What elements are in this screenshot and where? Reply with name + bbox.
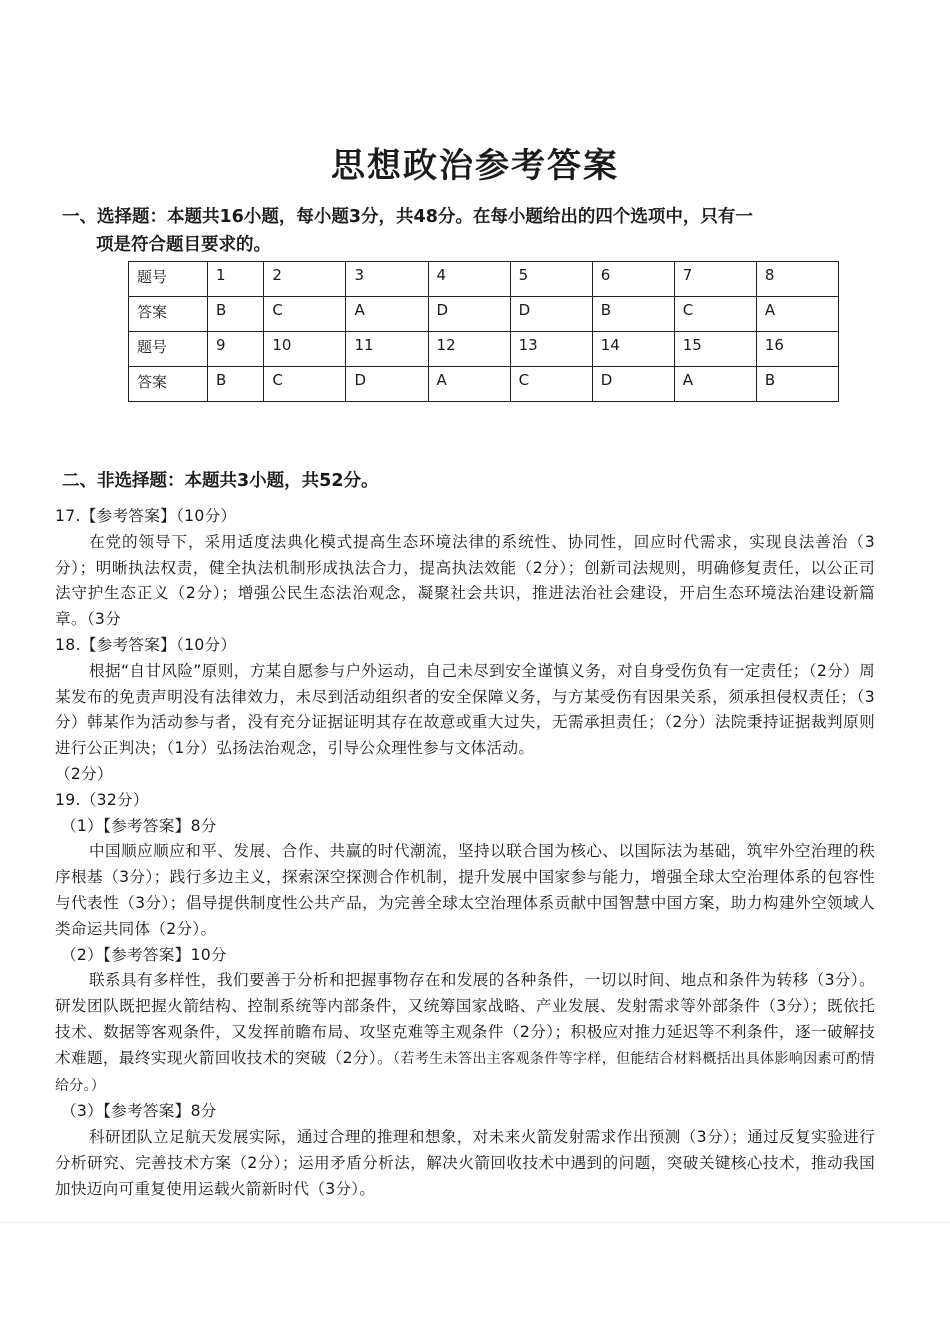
answer-table-row bbox=[129, 262, 839, 297]
answer-table-cell: 1 bbox=[208, 262, 264, 297]
page-divider bbox=[0, 1222, 950, 1223]
answer-table-cell: 13 bbox=[510, 332, 592, 367]
answer-table-cell: 15 bbox=[674, 332, 756, 367]
section-1-line-1: 一、选择题：本题共16小题，每小题3分，共48分。在每小题给出的四个选项中，只有一 bbox=[62, 207, 753, 227]
section-2-heading: 二、非选择题：本题共3小题，共52分。 bbox=[62, 471, 379, 491]
page-title: 思想政治参考答案 bbox=[331, 146, 619, 186]
answer-table-row-label: 答案 bbox=[129, 367, 208, 402]
q18-answer: 根据“自甘风险”原则，方某自愿参与户外运动，自己未尽到安全谨慎义务，对自身受伤负有一定责任；（2分）周某发布的免责声明没有法律效力，未尽到活动组织者的安全保障义务，与方某受伤有因果关系，须承担侵权责任；（3分）韩某作为活动参与者，没有充分证据证明其存在故意或重大过失，无需承担责任；（2分）法院秉持证据裁判原则进行公正判决；（1分）弘扬法治观念，引导公众理性参与文体活动。 bbox=[55, 661, 875, 758]
q19-part2-answer bbox=[55, 968, 875, 1099]
answer-table-row-label: 题号 bbox=[129, 262, 208, 297]
q19-part3-answer: 科研团队立足航天发展实际，通过合理的推理和想象，对未来火箭发射需求作出预测（3分）；通过反复实验进行分析研究、完善技术方案（2分）；运用矛盾分析法，解决火箭回收技术中遇到的问题，突破关键核心技术，推动我国加快迈向可重复使用运载火箭新时代（3分）。 bbox=[55, 1128, 875, 1198]
q19-part2-text: 联系具有多样性，我们要善于分析和把握事物存在和发展的各种条件，一切以时间、地点和条件为转移（3分）。研发团队既把握火箭结构、控制系统等内部条件，又统筹国家战略、产业发展、发射需求等外部条件（3分）；既依托技术、数据等客观条件，又发挥前瞻布局、攻坚克难等主观条件（2分）；积极应对推力延迟等不利条件，逐一破解技术难题，最终实现火箭回收技术的突破（2分）。 bbox=[55, 971, 875, 1067]
answer-table-cell: B bbox=[756, 367, 838, 402]
answer-table-cell: 11 bbox=[346, 332, 428, 367]
q19-part2-heading: （2）【参考答案】10分 bbox=[61, 945, 227, 964]
answer-table-row-label: 题号 bbox=[129, 332, 208, 367]
answer-table-cell: A bbox=[756, 297, 838, 332]
answer-table-cell: 10 bbox=[264, 332, 346, 367]
answer-table-cell: C bbox=[510, 367, 592, 402]
answer-table-cell: 12 bbox=[428, 332, 510, 367]
q19-heading: 19.（32分） bbox=[55, 790, 149, 809]
answer-table-cell: D bbox=[346, 367, 428, 402]
q19-part2-note: （若考生未答出主客观条件等字样，但能结合材料概括出具体影响因素可酌情给分。） bbox=[55, 1050, 875, 1094]
answer-table-cell: B bbox=[208, 297, 264, 332]
q19-part1-answer: 中国顺应顺应和平、发展、合作、共赢的时代潮流，坚持以联合国为核心、以国际法为基础，筑牢外空治理的秩序根基（3分）；践行多边主义，探索深空探测合作机制，提升发展中国家参与能力，增强全球太空治理体系的包容性与代表性（3分）；倡导提供制度性公共产品，为完善全球太空治理体系贡献中国智慧中国方案，助力构建外空领域人类命运共同体（2分）。 bbox=[55, 842, 875, 938]
section-1-heading bbox=[62, 203, 872, 259]
answer-table-row-label: 答案 bbox=[129, 297, 208, 332]
answer-table-cell: 7 bbox=[674, 262, 756, 297]
answer-table-cell: 9 bbox=[208, 332, 264, 367]
answer-table-cell: 4 bbox=[428, 262, 510, 297]
q17-heading: 17.【参考答案】（10分） bbox=[55, 507, 237, 525]
answer-table-cell: C bbox=[264, 367, 346, 402]
answer-table-row bbox=[129, 297, 839, 332]
answer-table-cell: 16 bbox=[756, 332, 838, 367]
answer-table-row bbox=[129, 332, 839, 367]
answer-table-row bbox=[129, 367, 839, 402]
answer-table bbox=[128, 261, 839, 402]
answer-table-cell: A bbox=[428, 367, 510, 402]
answer-table-cell: 6 bbox=[592, 262, 674, 297]
q19-part3-heading: （3）【参考答案】8分 bbox=[61, 1102, 217, 1121]
answer-table-cell: A bbox=[674, 367, 756, 402]
answer-table-cell: 3 bbox=[346, 262, 428, 297]
answer-table-cell: D bbox=[428, 297, 510, 332]
answer-table-cell: A bbox=[346, 297, 428, 332]
answer-table-cell: 8 bbox=[756, 262, 838, 297]
q18-heading: 18.【参考答案】（10分） bbox=[55, 635, 237, 654]
q18-tail: （2分） bbox=[55, 764, 113, 783]
section-1-line-2: 项是符合题目要求的。 bbox=[96, 235, 271, 255]
answer-table-cell: 5 bbox=[510, 262, 592, 297]
answer-table-cell: B bbox=[208, 367, 264, 402]
answer-table-cell: 14 bbox=[592, 332, 674, 367]
answer-table-cell: B bbox=[592, 297, 674, 332]
answer-table-cell: C bbox=[264, 297, 346, 332]
answer-body bbox=[55, 504, 875, 1203]
answer-table-cell: C bbox=[674, 297, 756, 332]
q19-part1-heading: （1）【参考答案】8分 bbox=[61, 816, 217, 835]
answer-table-cell: D bbox=[592, 367, 674, 402]
q17-answer: 在党的领导下，采用适度法典化模式提高生态环境法律的系统性、协同性，回应时代需求，实现良法善治（3分）；明晰执法权责，健全执法机制形成执法合力，提高执法效能（2分）；创新司法规则，明确修复责任，以公正司法守护生态正义（2分）；增强公民生态法治观念，凝聚社会共识，推进法治社会建设，开启生态环境法治建设新篇章。（3分 bbox=[55, 532, 875, 629]
answer-table-cell: D bbox=[510, 297, 592, 332]
answer-table-cell: 2 bbox=[264, 262, 346, 297]
